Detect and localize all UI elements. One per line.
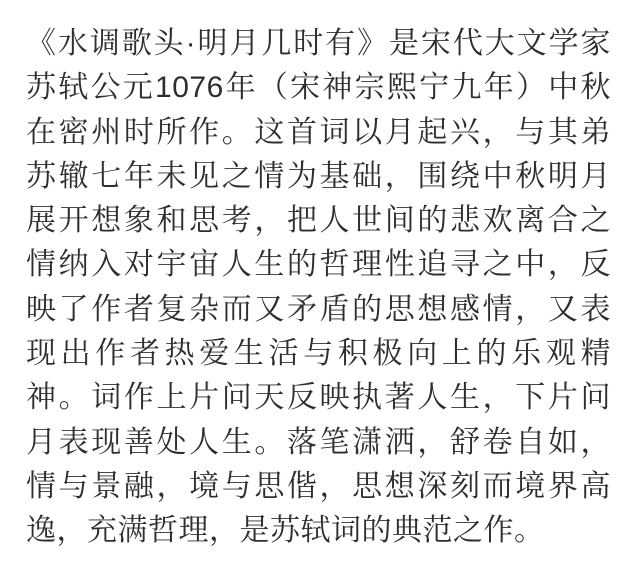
text-line: 现出作者热爱生活与积极向上的乐观精: [26, 337, 611, 371]
text-line: 逸，充满哲理，是苏轼词的典范之作。: [26, 514, 545, 548]
text-line: 情纳入对宇宙人生的哲理性追寻之中，反: [26, 248, 611, 282]
text-line: 映了作者复杂而又矛盾的思想感情，又表: [26, 292, 611, 326]
text-line: 苏辙七年未见之情为基础，围绕中秋明月: [26, 159, 611, 193]
text-line: 苏轼公元1076年（宋神宗熙宁九年）中秋: [26, 71, 611, 105]
text-line: 《水调歌头·明月几时有》是宋代大文学家: [26, 27, 611, 60]
text-line: 情与景融，境与思偕，思想深刻而境界高: [26, 469, 611, 503]
text-line: 在密州时所作。这首词以月起兴，与其弟: [26, 115, 611, 149]
text-line: 展开想象和思考，把人世间的悲欢离合之: [26, 204, 611, 238]
text-line: 月表现善处人生。落笔潇洒，舒卷自如，: [26, 425, 611, 459]
text-line: 神。词作上片问天反映执著人生，下片问: [26, 381, 611, 415]
